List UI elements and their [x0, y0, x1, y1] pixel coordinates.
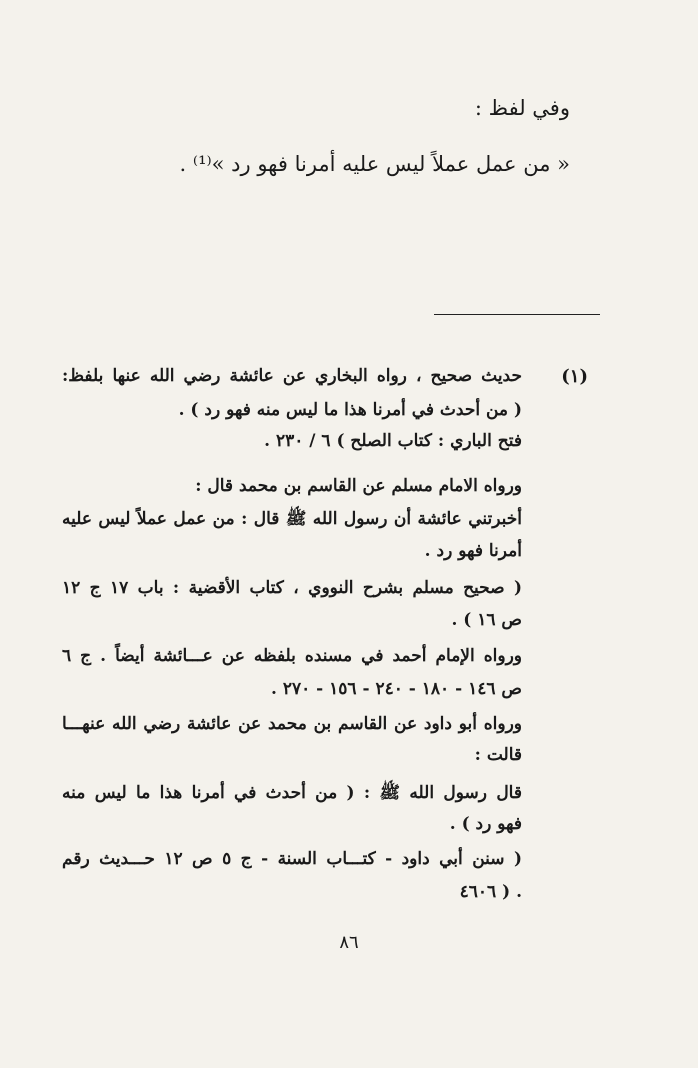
footnote-line: ورواه الامام مسلم عن القاسم بن محمد قال : [195, 476, 522, 496]
hadith-quote: « من عمل عملاً ليس عليه أمرنا فهو رد »⁽¹⁾ . [179, 152, 570, 176]
footnote-line: أخبرتني عائشة أن رسول الله ﷺ قال : من عمل عملاً ليس عليه [62, 509, 522, 529]
footnote-line: فهو رد ) . [449, 814, 522, 834]
footnote-line: ( من أحدث في أمرنا هذا ما ليس منه فهو رد ) . [178, 400, 522, 420]
footnote-line: قال رسول الله ﷺ : ( من أحدث في أمرنا هذا ما ليس منه [62, 783, 522, 803]
footnote-line: ص ١٤٦ - ١٨٠ - ٢٤٠ - ١٥٦ - ٢٧٠ . [271, 679, 522, 699]
footnote-line: ٤٦٠٦ ) . [459, 882, 522, 902]
intro-line: وفي لفظ : [474, 96, 570, 120]
footnote-line: ورواه أبو داود عن القاسم بن محمد عن عائشة رضي الله عنهـــا [62, 714, 522, 734]
footnote-marker: (١) [561, 366, 588, 387]
footnote-line: ( صحيح مسلم بشرح النووي ، كتاب الأقضية : باب ١٧ ج ١٢ [62, 578, 522, 598]
footnote-line: ( سنن أبي داود - كتـــاب السنة - ج ٥ ص ١٢ حـــديث رقم [62, 849, 522, 869]
footnote-line: حديث صحيح ، رواه البخاري عن عائشة رضي الله عنها بلفظ: [62, 366, 522, 386]
footnote-line: ورواه الإمام أحمد في مسنده بلفظه عن عـــائشة أيضاً . ج ٦ [62, 646, 522, 666]
footnote-divider [434, 314, 600, 315]
page-number: ٨٦ [339, 932, 359, 953]
footnote-line: أمرنا فهو رد . [424, 541, 522, 561]
footnote-line: ص ١٦ ) . [451, 610, 522, 630]
footnote-line: قالت : [474, 745, 522, 765]
footnote-line: فتح الباري : كتاب الصلح ) ٦ / ٢٣٠ . [264, 431, 522, 451]
